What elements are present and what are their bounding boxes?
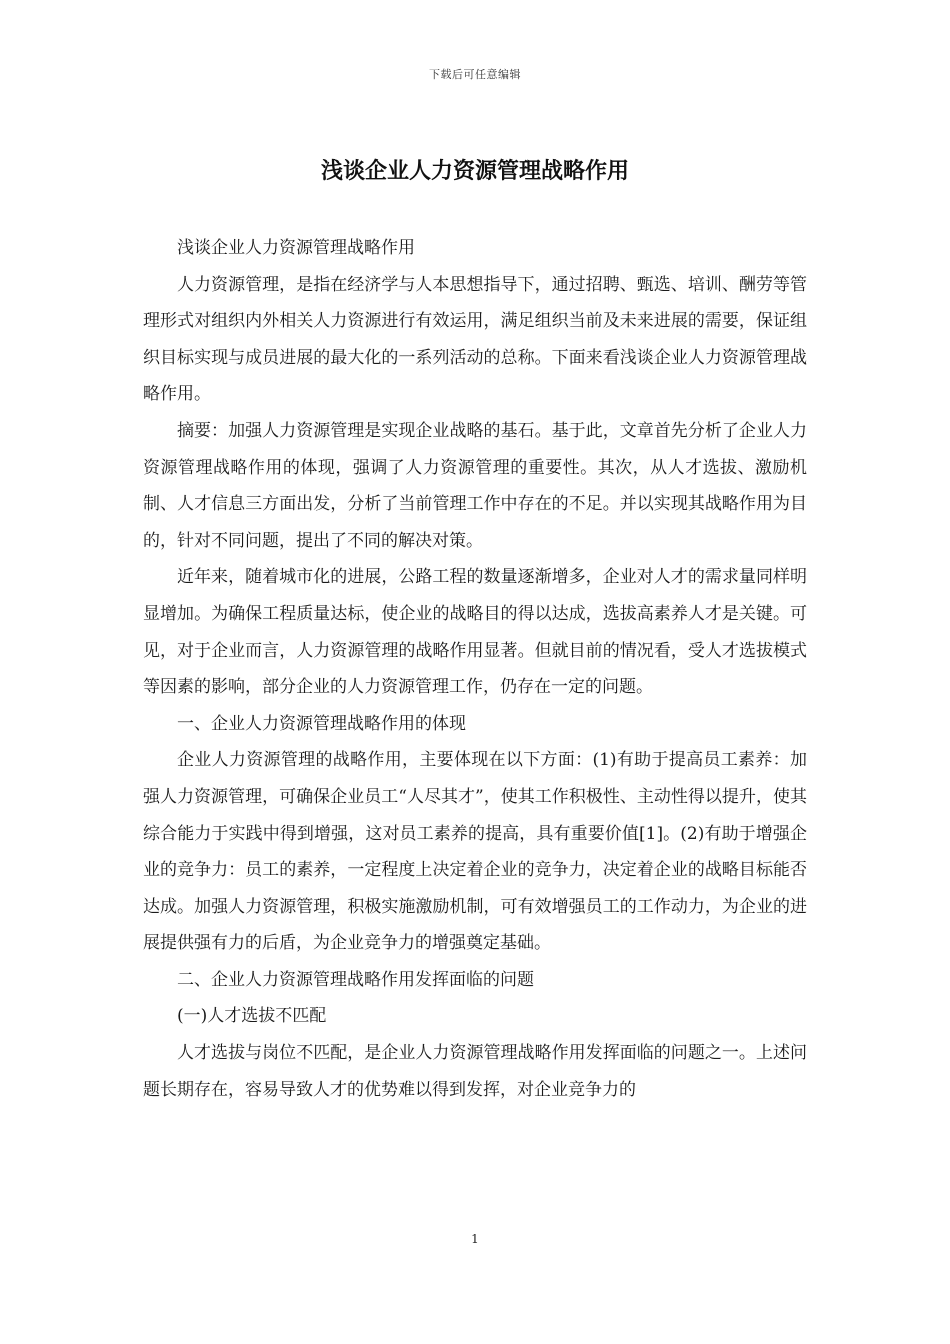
paragraph-introduction: 近年来，随着城市化的进展，公路工程的数量逐渐增多，企业对人才的需求量同样明显增加。为确保工程质量达标，使企业的战略目的得以达成，选拔高素养人才是关键。可见，对于企业而言，人力资源管理的战略作用显著。但就目前的情况看，受人才选拔模式等因素的影响，部分企业的人力资源管理工作，仍存在一定的问题。 — [143, 567, 807, 698]
subsection-heading-2-1: (一)人才选拔不匹配 — [177, 1006, 327, 1027]
paragraph-abstract: 摘要：加强人力资源管理是实现企业战略的基石。基于此，文章首先分析了企业人力资源管理战略作用的体现，强调了人力资源管理的重要性。其次，从人才选拔、激励机制、人才信息三方面出发，分析了当前管理工作中存在的不足。并以实现其战略作用为目的，针对不同问题，提出了不同的解决对策。 — [143, 420, 807, 551]
document-body — [143, 230, 807, 1108]
section-heading-1: 一、企业人力资源管理战略作用的体现 — [177, 713, 466, 734]
document-title: 浅谈企业人力资源管理战略作用 — [320, 158, 629, 184]
page-header-note: 下载后可任意编辑 — [429, 68, 521, 81]
paragraph-section-1: 企业人力资源管理的战略作用，主要体现在以下方面：(1)有助于提高员工素养：加强人力资源管理，可确保企业员工“人尽其才”，使其工作积极性、主动性得以提升，使其综合能力于实践中得到增强，这对员工素养的提高，具有重要价值[1]。(2)有助于增强企业的竞争力：员工的素养，一定程度上决定着企业的竞争力，决定着企业的战略目标能否达成。加强人力资源管理，积极实施激励机制，可有效增强员工的工作动力，为企业的进展提供强有力的后盾，为企业竞争力的增强奠定基础。 — [143, 750, 807, 954]
paragraph-definition: 人力资源管理，是指在经济学与人本思想指导下，通过招聘、甄选、培训、酬劳等管理形式对组织内外相关人力资源进行有效运用，满足组织当前及未来进展的需要，保证组织目标实现与成员进展的最大化的一系列活动的总称。下面来看浅谈企业人力资源管理战略作用。 — [143, 274, 807, 405]
section-heading-2: 二、企业人力资源管理战略作用发挥面临的问题 — [177, 969, 534, 990]
paragraph-section-2-1: 人才选拔与岗位不匹配，是企业人力资源管理战略作用发挥面临的问题之一。上述问题长期存在，容易导致人才的优势难以得到发挥，对企业竞争力的 — [143, 1043, 807, 1100]
page-number: 1 — [471, 1232, 479, 1246]
paragraph-subtitle: 浅谈企业人力资源管理战略作用 — [177, 238, 415, 258]
